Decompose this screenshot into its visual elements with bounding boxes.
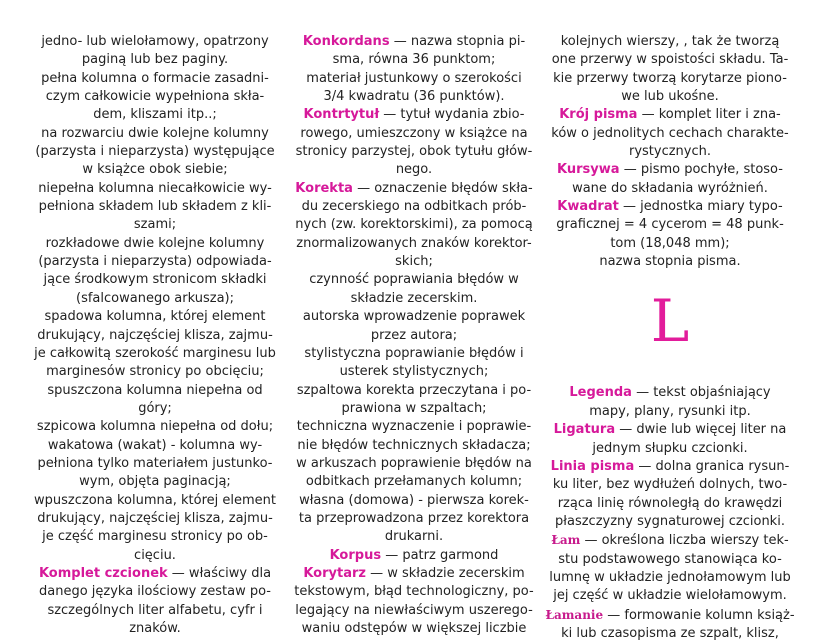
text-line: rozkładowe dwie kolejne kolumny [45,235,265,251]
text-line: własna (domowa) - pierwsza korek- [299,492,529,508]
column-3 [545,33,795,643]
text-line: w książce obok siebie; [82,162,228,178]
entry-term: Kwadrat [557,199,619,215]
text-line: niepełna kolumna niecałkowicie wy- [38,180,272,196]
text-line: przez autora; [370,327,458,343]
text-line: wym, objęta paginacją; [79,474,231,490]
text-line: wpuszczona kolumna, której element [34,492,276,508]
text-line: tom (18,048 mm); [610,235,730,251]
text-line: prawiona w szpaltach; [341,400,487,416]
text-line: rowego, umieszczony w książce na [300,125,528,141]
entry-term: Korytarz [303,565,366,581]
entry-lam [545,531,795,550]
text-line: znaków. [129,621,181,636]
text-line: legający na niewłaściwym uszerego- [295,602,533,618]
text-line: szpaltowa korekta przeczytana i po- [296,382,532,398]
entry-definition: — tytuł wydania zbio- [379,107,525,123]
text-line: techniczna wyznaczenie i poprawie- [296,419,532,435]
text-line: we lub ukośne. [621,89,719,105]
entry-kontrtytul [286,106,542,124]
entry-definition: — właściwy dla [167,565,272,581]
text-line: ków o jednolitych cechach charakte- [551,125,789,141]
text-line: nazwa stopnia pisma. [599,254,741,270]
entry-definition: — w składzie zecerskim [365,565,525,581]
entry-kroj-pisma [545,106,795,124]
text-line: tekstowym, błąd technologiczny, po- [294,584,534,600]
text-line: jące środkowym stronicom składki [43,272,267,288]
text-line: jedno- lub wielołamowy, opatrzony [41,34,269,49]
text-line: 3/4 kwadratu (36 punktów). [323,89,505,105]
column-2 [286,33,542,638]
text-line: (sfalcowanego arkusza); [76,290,234,306]
text-line: usterek stylistycznych; [339,364,489,380]
text-line: wane do składania wyróżnień. [572,180,768,196]
text-line: spadowa kolumna, której element [44,309,266,325]
entry-legenda [545,384,795,402]
entry-ligatura [545,421,795,439]
entry-korekta [286,180,542,198]
text-line: składzie zecerskim. [350,290,478,306]
entry-term: Krój pisma [559,107,638,123]
entry-term: Łam [551,533,581,548]
text-line: one przerwy w spoistości składu. Ta- [551,52,789,68]
text-line: mapy, plany, rysunki itp. [589,403,751,419]
section-letter: L [650,287,690,356]
entry-term: Kontrtytuł [303,107,380,123]
text-line: czynność poprawiania błędów w [309,272,519,288]
text-line: drukujący, najczęściej klisza, zajmu- [37,327,273,343]
entry-term: Korpus [329,547,382,563]
entry-definition: — pismo pochyłe, stoso- [619,162,783,178]
entry-term: Łamanie [545,607,604,622]
text-line: szczególnych liter alfabetu, cyfr i [47,602,263,618]
text-line: waniu odstępów w większej liczbie [301,621,527,636]
entry-definition: — jednostka miary typo- [618,199,783,215]
text-line: skich; [395,254,433,270]
text-line: cięciu. [134,547,176,563]
text-line: autorska wprowadzenie poprawek [302,309,526,325]
entry-korytarz [286,565,542,583]
text-line: du zecerskiego na odbitkach prób- [301,199,527,215]
text-line: odbitkach przełamanych kolumn; [305,474,523,490]
text-line: marginesów stronicy po obcięciu; [46,364,264,380]
entry-term: Korekta [295,180,353,196]
text-line: ku liter, bez wydłużeń dolnych, two- [552,477,788,493]
text-line: (parzysta i nieparzysta) odpowiada- [38,254,272,270]
text-line: kolejnych wierszy, , tak że tworzą [560,34,780,49]
text-line: drukarni. [384,529,444,545]
text-line: je część marginesu stronicy po ob- [42,529,268,545]
text-line: danego języka ilościowy zestaw po- [38,584,271,600]
text-line: drukujący, najczęściej klisza, zajmu- [37,510,273,526]
entry-linia-pisma [545,458,795,476]
entry-term: Komplet czcionek [38,565,168,581]
text-line: płaszczyzny sygnaturowej czcionki. [555,513,785,529]
entry-definition: — patrz garmond [381,547,499,563]
entry-term: Konkordans [302,34,390,49]
entry-definition: — nazwa stopnia pi- [389,34,526,49]
text-line: góry; [138,400,172,416]
text-line: jej część w układzie wielołamowym. [553,588,787,604]
text-line: nych (zw. korektorskimi), za pomocą [295,217,533,233]
text-line: wakatowa (wakat) - kolumna wy- [47,437,263,453]
text-line: nie błędów technicznych składacza; [297,437,531,453]
entry-term: Kursywa [557,162,620,178]
entry-definition: — określona liczba wierszy tek- [580,533,789,549]
entry-definition: — dwie lub więcej liter na [615,422,787,438]
text-line: stylistyczna poprawianie błędów i [304,345,524,361]
text-line: znormalizowanych znaków korektor- [296,235,532,251]
text-line: pełniona tylko materiałem justunko- [37,455,273,471]
entry-definition: — komplet liter i zna- [637,107,781,123]
entry-definition: — dolna granica rysun- [634,458,790,474]
entry-lamanie [545,606,795,625]
text-line: szpicowa kolumna niepełna od dołu; [36,419,274,435]
text-line: graficznej = 4 cycerom = 48 punk- [556,217,784,233]
text-line: paginą lub bez paginy. [81,52,229,68]
text-line: czym całkowicie wypełniona skła- [45,89,265,105]
text-line: lumnę w układzie jednołamowym lub [549,569,791,585]
entry-kwadrat [545,198,795,216]
entry-komplet-czcionek [28,565,282,583]
entry-definition: — formowanie kolumn książ- [603,607,795,623]
entry-term: Linia pisma [550,458,635,474]
text-line: materiał justunkowy o szerokości [306,70,522,86]
entry-definition: — oznaczenie błędów skła- [352,180,533,196]
text-line: spuszczona kolumna niepełna od [47,382,263,398]
text-line: ta przeprowadzona przez korektora [298,510,530,526]
entry-kursywa [545,161,795,179]
entry-definition: — tekst objaśniający [631,385,771,401]
text-line: stu podstawowego stanowiąca ko- [558,551,782,567]
text-line: jednym słupku czcionki. [592,440,748,456]
entry-term: Ligatura [553,422,616,438]
text-line: (parzysta i nieparzysta) występujące [35,144,275,160]
text-line: rząca linię równoległą do krawędzi [557,495,783,511]
text-line: pełniona składem lub składem z kli- [38,199,272,215]
text-line: dem, kliszami itp..; [93,107,217,123]
text-line: na rozwarciu dwie kolejne kolumny [41,125,269,141]
text-line: stronicy parzystej, obok tytułu głów- [295,144,533,160]
text-line: je całkowitą szerokość marginesu lub [34,345,276,361]
text-line: sma, równa 36 punktom; [332,52,496,68]
text-line: kie przerwy tworzą korytarze piono- [553,70,787,86]
text-line: szami; [133,217,177,233]
entry-konkordans [286,33,542,51]
column-1 [28,33,282,638]
text-line: w arkuszach poprawienie błędów na [296,455,532,471]
entry-korpus [286,547,542,565]
text-line: nego. [395,162,433,178]
text-line: ki lub czasopisma ze szpalt, klisz, [561,625,779,641]
entry-term: Legenda [569,385,632,401]
text-line: pełna kolumna o formacie zasadni- [41,70,269,86]
text-line: rystycznych. [628,144,712,160]
